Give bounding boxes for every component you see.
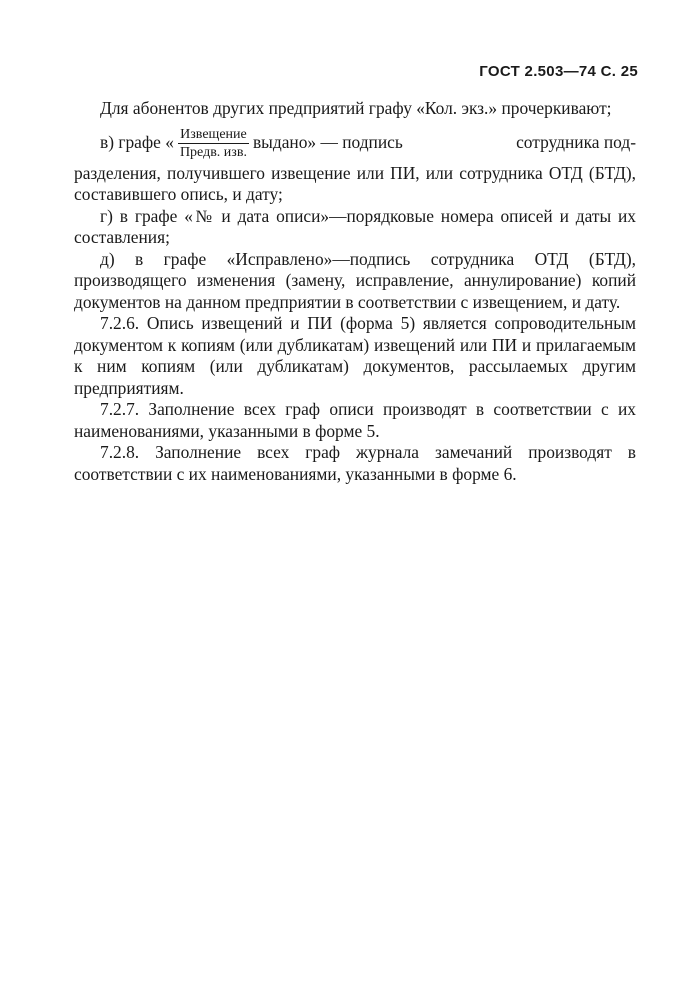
paragraph-abonents: Для абонентов других предприятий графу «Кол. экз.» прочеркивают; bbox=[100, 98, 612, 118]
paragraph-7-2-7: 7.2.7. Заполнение всех граф описи производят в соответствии с их наименованиями, указанными в форме 5. bbox=[74, 399, 636, 441]
paragraph-7-2-8: 7.2.8. Заполнение всех граф журнала замечаний производят в соответствии с их наименованиями, указанными в форме 6. bbox=[74, 442, 636, 484]
paragraph-v-suffix-a: выдано» — подпись bbox=[252, 132, 403, 153]
paragraph-7-2-6: 7.2.6. Опись извещений и ПИ (форма 5) является сопроводительным документом к копиям (или дубликатам) извещений или ПИ и прилагаемым к ним копиям (или дубликатам) документов, рассылаемых другим предприятиям. bbox=[74, 313, 636, 398]
paragraph-g: г) в графе «№ и дата описи»—порядковые номера описей и даты их составления; bbox=[74, 205, 636, 247]
paragraph-v-suffix-b: сотрудника под- bbox=[516, 132, 636, 153]
paragraph-v-prefix: в) графе « bbox=[100, 132, 174, 153]
fraction-izveshchenie bbox=[178, 126, 249, 161]
document-body bbox=[74, 98, 636, 485]
paragraph-d: д) в графе «Исправлено»—подпись сотрудника ОТД (БТД), производящего изменения (замену, исправление, аннулирование) копий документов на данном предприятии в соответствии с извещением, и дату. bbox=[74, 248, 636, 312]
paragraph-v-continuation: разделения, получившего извещение или ПИ, или сотрудника ОТД (БТД), составившего опись, и дату; bbox=[74, 162, 636, 204]
paragraph-v-fraction-line bbox=[74, 126, 636, 161]
fraction-numerator: Извещение bbox=[180, 126, 247, 142]
fraction-denominator: Предв. изв. bbox=[179, 144, 247, 160]
page-header-gost-ref: ГОСТ 2.503—74 С. 25 bbox=[479, 63, 638, 80]
